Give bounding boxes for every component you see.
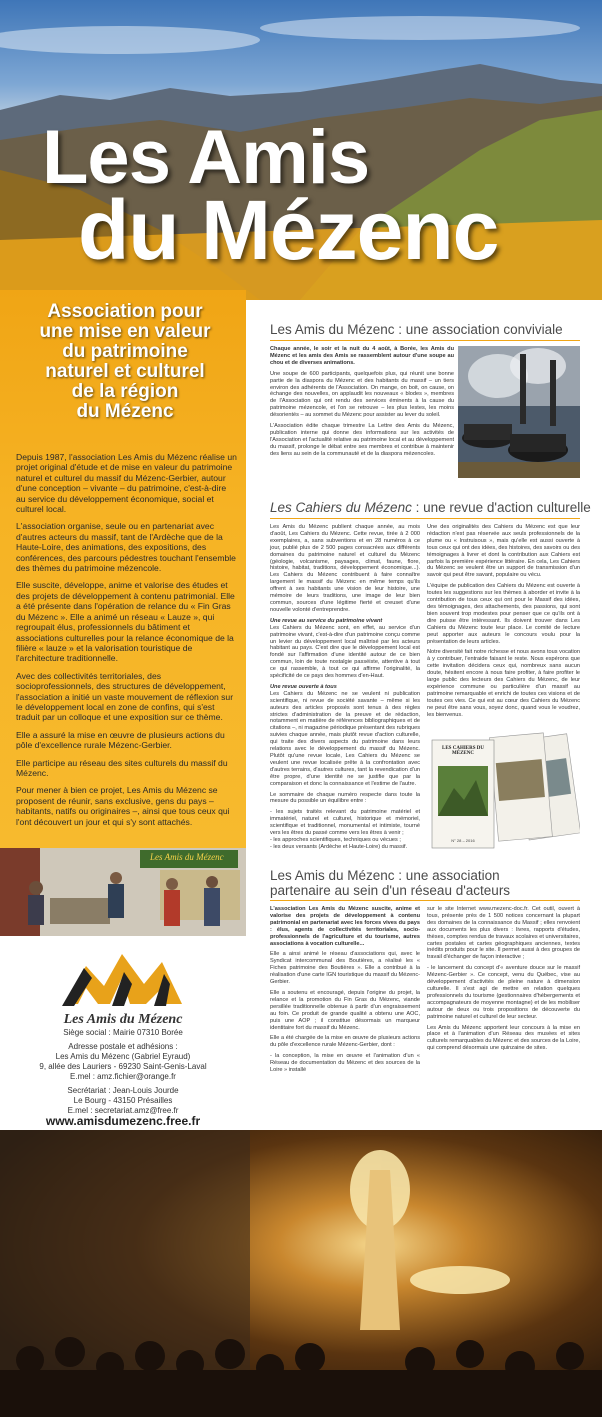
contact-secretary-email[interactable]: E.mel : secretariat.amz@free.fr <box>67 1106 179 1115</box>
hero-banner <box>0 0 602 300</box>
intro-paragraph: Avec des collectivités territoriales, des socioprofessionnels, des structures de développement, l'association a initié un vaste mouvement de réflexion sur le développement local en zone de confins, qui s'est traduit par un colloque et une exposition sur ce thème. <box>16 670 234 723</box>
contact-address-street: 9, allée des Lauriers - 69230 Saint-Genis-Laval <box>39 1062 207 1071</box>
section3-title: Les Amis du Mézenc : une association partenaire au sein d'un réseau d'acteurs <box>270 868 511 898</box>
section3-paragraph: - le lancement du concept d'« aventure douce sur le massif Mézenc-Gerbier ». Ce concept, venu du Québec, vise au développement d'activités de pleine nature à dimension culturelle. Il s'est agi de mettre en relation quelques professionnels du tourisme (gestionnaires d'hébergements et accompagnateurs de moyenne montagne) et de les mobiliser autour de deux ou trois propositions de découverte du patrimoine naturel et culturel de leur secteur. <box>427 965 580 1020</box>
intro-paragraph: Elle participe au réseau des sites culturels du massif du Mézenc. <box>16 757 228 778</box>
section2-paragraph: Le sommaire de chaque numéro respecte dans toute la mesure du possible un équilibre entre : <box>270 791 420 805</box>
section3-paragraph: Elle a été chargée de la mise en œuvre de plusieurs actions du pôle d'excellence rurale Mézenc-Gerbier, dont : <box>270 1035 420 1049</box>
section3-col1 <box>270 906 420 1078</box>
book-title: LES CAHIERS DU MÉZENC <box>442 746 484 756</box>
section2-col1 <box>270 524 420 851</box>
section1-paragraph: Une soupe de 600 participants, quelquefois plus, qui réunit une bonne partie de la diaspora du Mézenc et des habitants du massif – un tiers environ des adhérents de l'Association. On mange, on boit, on cause, on échange des nouvelles, on applaudit les nouveaux « blodes », membres de l'Association qui ont rendu des services éminents à la cause du patrimoine mézencole, et l'on se retrouve – les plus lestes, les moins désorientés – au sommet du Mézenc pour assister au lever du soleil. <box>270 370 454 419</box>
website-link[interactable]: www.amisdumezenc.free.fr <box>45 1114 201 1128</box>
section1-divider <box>270 340 580 341</box>
section3-paragraph: Les Amis du Mézenc apportent leur concours à la mise en place et à l'animation d'un Réseau des musées et sites culturels remarquables du Mézenc et des sources de la Loire, qui comprend désormais une quinzaine de sites. <box>427 1024 580 1052</box>
section2-paragraph: Notre diversité fait notre richesse et nous avons tous vocation à y contribuer, l'entraide faisant le reste. Nous espérons que cette invitation décidera ceux qui, nombreux sans aucun doute, hésitent encore à nous faire profiter, à faire profiter le large public des lecteurs des Cahiers du Mézenc, de leur expérience commune ou particulière d'un massif au patrimoine remarquable et enrichi de toutes ces visions et de toutes ces vies. Ce qui est au cœur des Cahiers du Mézenc ne peut être sans vous, soyez donc, quand vous le voudrez, les bienvenus. <box>427 649 580 718</box>
section2-paragraph: Les Cahiers du Mézenc sont, en effet, au service d'un patrimoine vivant, c'est-à-dire d'un patrimoine conçu comme un levier du développement local maîtrisé par les acteurs habitant au pays. C'est dire que le développement local est fondé sur l'affirmation d'une identité autour de ce bien commun, loin de toute nostalgie passéiste, attentive à tout ce qui rassemble, à tout ce qui affirme l'originalité, la spécificité de ce pays des hommes d'en-Haut. <box>270 624 420 680</box>
intro-paragraph: Elle a assuré la mise en œuvre de plusieurs actions du pôle d'excellence rurale Mézenc-Gerbier. <box>16 729 225 751</box>
contact-email[interactable]: E.mel : amz.fichier@orange.fr <box>70 1072 176 1081</box>
section2-col2 <box>427 524 580 722</box>
section2-subheading: Une revue ouverte à tous <box>270 683 337 690</box>
association-logo <box>58 944 188 1010</box>
night-festival-photo <box>0 1130 602 1417</box>
contact-block <box>0 936 246 1116</box>
hero-title-line1: Les Amis <box>42 115 370 200</box>
hero-title-line2: du Mézenc <box>78 183 499 277</box>
section2-title: Les Cahiers du Mézenc : une revue d'action culturelle <box>270 500 591 515</box>
section3-paragraph: Elle a soutenu et encouragé, depuis l'origine du projet, la relance et la promotion du Fin Gras du Mézenc, viande persillée traditionnelle obtenue à partir d'un engraissement au foin. Ce produit de grande qualité a obtenu une AOC, puis une AOP ; il constitue désormais un marqueur identitaire fort du massif du Mézenc. <box>270 989 420 1031</box>
section3-paragraph: - la conception, la mise en œuvre et l'animation d'un « Réseau de documentation du Mézenc et des sources de la Loire » installé <box>270 1053 420 1074</box>
section1-paragraph: L'Association édite chaque trimestre La Lettre des Amis du Mézenc, publication interne qui donne des informations sur les activités de l'Association et l'actualité relative au patrimoine local et au développement du massif, prolonge le débat entre ses membres et contribue à maintenir des liens au sein de la communauté et de la diaspora mézencoles. <box>270 423 454 457</box>
intro-text <box>16 452 238 834</box>
soup-cauldrons-photo <box>458 346 580 478</box>
section2-paragraph: L'équipe de publication des Cahiers du Mézenc est ouverte à toutes les suggestions sur les thèmes à aborder et invite à la contribution de tous ceux qui ont pour le Massif des idées, des témoignages, des attachements, des passions, qui sont bien souvent trop modestes pour penser que ce qu'ils ont à dire puisse être intéressant. Ils doivent trouver dans Les Cahiers du Mézenc toute leur place. Le comité de lecture peut apporter aux auteurs le concours voulu pour la présentation de leurs articles. <box>427 583 580 645</box>
intro-paragraph: L'association organise, seule ou en partenariat avec d'autres acteurs du massif, tant de l'Ardèche que de la Haute-Loire, des animations, des expositions, des conférences, des parcours pédestres touchant l'ensemble des thèmes du patrimoine mézencole. <box>16 521 236 574</box>
intro-paragraph: Pour mener à bien ce projet, Les Amis du Mézenc se proposent de réunir, sans exclusive, gens du pays – habitants, natifs ou originaires –, ainsi que tous ceux qui l'ont découvert un jour et qui s'y sont attachés. <box>16 785 230 827</box>
book-number: N° 28 – 2016 <box>451 838 475 843</box>
section2-subheading: Une revue au service du patrimoine vivant <box>270 617 383 624</box>
section3-paragraph: sur le site Internet www.mezenc-doc.fr. Cet outil, ouvert à tous, présente près de 1 500 notices concernant la plupart des domaines de la connaissance du Massif ; elles renvoient aux documents les plus divers : livres, rapports d'études, thèses, comptes rendus de travaux scolaires et universitaires, cartes postales et cartes géographiques anciennes, textes inédits produits pour le site. Il permet aussi à des groupes de travail d'échanger de façon interactive ; <box>427 906 580 961</box>
section2-paragraph: Les Amis du Mézenc publient chaque année, au mois d'août, Les Cahiers du Mézenc. Cette revue, tirée à 2 000 exemplaires, a, sans subventions et en 28 numéros à ce jour, publié plus de 2 500 pages consacrées aux différents domaines du patrimoine naturel et culturel du Mézenc (géologie, volcanisme, paysages, climat, faune, flore, histoire, habitat, traditions, développement économique...). Les Cahiers du Mézenc contribuent à faire connaître largement le massif du Mézenc en même temps qu'ils offrent à ses habitants une vision de leur histoire, une mémoire de leurs traditions, une image de leur bien commun, sources d'une légitime fierté et creuset d'une nouvelle volonté d'entreprendre. <box>270 524 420 613</box>
intro-paragraph: Depuis 1987, l'association Les Amis du Mézenc réalise un projet original d'étude et de mise en valeur du patrimoine naturel et culturel du massif du Mézenc-Gerbier, autour d'une conception – vivante – du patrimoine, c'est-à-dire au service du développement économique, social et culturel local. <box>16 452 237 515</box>
contact-seat: Siège social : Mairie 07310 Borée <box>63 1028 183 1037</box>
association-title: Association pour une mise en valeur du patrimoine naturel et culturel de la région du Mézenc <box>39 301 211 422</box>
booth-banner-text: Les Amis du Mézenc <box>150 852 224 862</box>
exhibition-booth-photo <box>0 848 246 936</box>
section3-paragraph: L'association Les Amis du Mézenc suscite, anime et valorise des projets de développement à contenu patrimonial en partenariat avec les forces vives du pays : élus, agents de collectivités territoriales, socio-professionnels de l'agriculture et du tourisme, autres associations à vocation culturelle... <box>270 906 420 947</box>
section1-text <box>270 346 454 462</box>
section3-paragraph: Elle a ainsi animé le réseau d'associations qui, avec le Syndicat intercommunal des Boutières, a réalisé les « Fiches patrimoine des Boutières ». Elle a contribué à la réalisation d'une carte IGN touristique du massif du Mézenc-Gerbier. <box>270 951 420 986</box>
section3-col2 <box>427 906 580 1056</box>
contact-address-name: Les Amis du Mézenc (Gabriel Eyraud) <box>55 1052 191 1061</box>
intro-paragraph: Elle suscite, développe, anime et valorise des études et des projets de développement à contenu patrimonial. Elle a été présente dans l'opération de relance du « Fin Gras du Mézenc ». Elle a animé un réseau « Lauze », qui regroupait élus, professionnels du bâtiment et associations culturelles pour la relance économique de la filière « lauze » et la valorisation touristique de l'architecture traditionnelle. <box>16 580 235 664</box>
contact-secretary-address: Le Bourg - 43150 Présailles <box>73 1096 173 1105</box>
section2-list-item: - les sujets traités relevant du patrimoine matériel et immatériel, naturel et culturel, historique et mémoriel, scientifique et traditionnel, monumental et intimiste, tourné vers les êtres du passé comme vers les êtres à venir ; <box>270 809 420 837</box>
section2-divider <box>270 518 580 519</box>
section2-paragraph: Une des originalités des Cahiers du Mézenc est que leur rédaction n'est pas réservée aux seuls professionnels de la plume ou « Instruisous », mais qu'elle est aussi ouverte à tous ceux qui ont des idées, des histoires, des savoirs ou des témoignages à livrer et dont la contribution aux Cahiers est parfois la première expérience littéraire. En cela, Les Cahiers du Mézenc se veulent être un support de transmission d'un savoir qui peut être savant, populaire ou vécu. <box>427 524 580 579</box>
left-column <box>0 290 246 850</box>
contact-org-name: Les Amis du Mézenc <box>63 1012 183 1027</box>
cahiers-books-illustration <box>430 728 580 854</box>
section3-divider <box>270 900 580 901</box>
section1-title: Les Amis du Mézenc : une association conviviale <box>270 322 563 337</box>
section2-list-item: - les deux versants (Ardèche et Haute-Loire) du massif. <box>270 843 408 850</box>
contact-secretary: Secrétariat : Jean-Louis Jourde <box>67 1086 179 1095</box>
contact-address-title: Adresse postale et adhésions : <box>68 1042 178 1051</box>
section2-list-item: - les approches scientifiques, techniques ou vécues ; <box>270 836 401 843</box>
section1-paragraph: Chaque année, le soir et la nuit du 4 août, à Borée, les Amis du Mézenc et les amis des Amis se rassemblent autour d'une soupe au chou et de diverses animations. <box>270 346 454 366</box>
section2-paragraph: Les Cahiers du Mézenc ne se veulent ni publication scientifique, ni revue de société savante – même si les auteurs des articles proposés sont tenus à des règles strictes d'administration de la preuve et de rédaction, notamment en matière de références bibliographiques et de citations –, ni magazine périodique présentant des rubriques suivies chaque année, mais plutôt revue d'action culturelle, qui traite des divers aspects du patrimoine dans leurs relations avec le développement du massif du Mézenc. Plutôt qu'une revue locale, Les Cahiers du Mézenc se veulent une revue localisée prête à la confrontation avec d'autres terrains, d'autres cultures, tant la revendication d'un être propre, d'une identité ne se justifie que par la comparaison et donc la connaissance et l'estime de l'autre. <box>270 690 420 787</box>
